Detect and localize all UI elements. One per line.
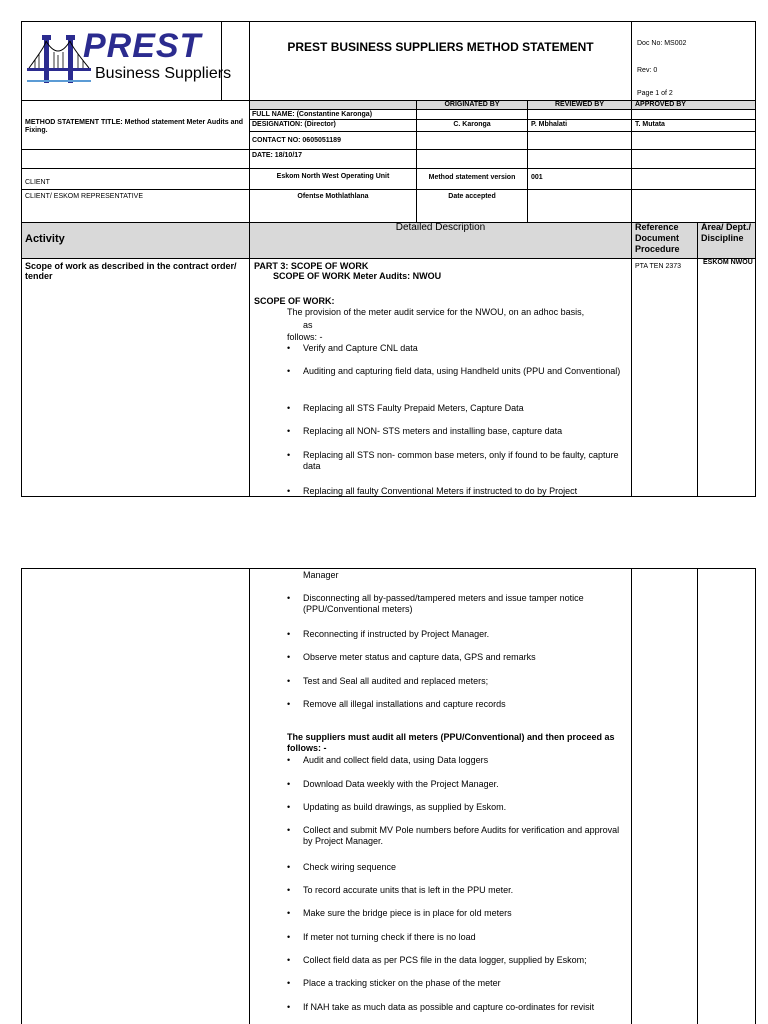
client-label: CLIENT bbox=[25, 179, 50, 186]
document-title: PREST BUSINESS SUPPLIERS METHOD STATEMENT bbox=[287, 40, 594, 54]
bullet-text: Audit and collect field data, using Data loggers bbox=[303, 755, 489, 765]
document-page-1 bbox=[21, 21, 756, 497]
bullet-dot-icon: • bbox=[287, 802, 291, 812]
bullet-item bbox=[287, 426, 621, 437]
bullet-text: Remove all illegal installations and capture records bbox=[303, 699, 506, 709]
bullet-text: Updating as build drawings, as supplied by Eskom. bbox=[303, 802, 507, 812]
reference-header: Reference Document Procedure bbox=[635, 222, 680, 254]
bullet-text: Collect and submit MV Pole numbers before Audits for verification and approval by Project Manager. bbox=[303, 825, 620, 846]
bullet-text: Make sure the bridge piece is in place for old meters bbox=[303, 908, 512, 918]
originated-by-label: ORIGINATED BY bbox=[444, 101, 500, 108]
continuation-text: Manager bbox=[303, 570, 339, 580]
document-page-2 bbox=[21, 568, 756, 1024]
approved-by-value: T. Mutata bbox=[635, 121, 665, 128]
bullet-text: Reconnecting if instructed by Project Manager. bbox=[303, 629, 490, 639]
intro-line-3: follows: - bbox=[287, 332, 323, 342]
bridge-icon bbox=[27, 35, 91, 87]
part-subtitle: SCOPE OF WORK Meter Audits: NWOU bbox=[273, 271, 442, 281]
proceed-instruction: The suppliers must audit all meters (PPU/Conventional) and then proceed as follows: - bbox=[287, 732, 615, 753]
bullet-dot-icon: • bbox=[287, 652, 291, 662]
bullet-item bbox=[287, 978, 621, 989]
bullet-item bbox=[287, 779, 621, 790]
date-accepted-label: Date accepted bbox=[448, 193, 496, 200]
logo-wordmark: PREST bbox=[83, 27, 202, 65]
bullet-item bbox=[287, 366, 621, 377]
bullet-dot-icon: • bbox=[287, 862, 291, 872]
bullet-dot-icon: • bbox=[287, 825, 291, 835]
bullet-text: Disconnecting all by-passed/tampered meters and issue tamper notice (PPU/Conventional meters) bbox=[303, 593, 584, 614]
bullet-item bbox=[287, 652, 621, 663]
bullet-item bbox=[287, 403, 621, 414]
full-name: FULL NAME: (Constantine Karonga) bbox=[252, 111, 373, 118]
bullet-item bbox=[287, 862, 621, 873]
bullet-dot-icon: • bbox=[287, 779, 291, 789]
bullet-text: Collect field data as per PCS file in the data logger, supplied by Eskom; bbox=[303, 955, 587, 965]
bullet-text: Download Data weekly with the Project Manager. bbox=[303, 779, 499, 789]
approved-by-label: APPROVED BY bbox=[635, 101, 686, 108]
bullet-item bbox=[287, 676, 621, 687]
part-title: PART 3: SCOPE OF WORK bbox=[254, 261, 369, 271]
bullet-text: Place a tracking sticker on the phase of the meter bbox=[303, 978, 501, 988]
scope-heading: SCOPE OF WORK: bbox=[254, 296, 335, 306]
bullet-text: Check wiring sequence bbox=[303, 862, 397, 872]
bullet-dot-icon: • bbox=[287, 699, 291, 709]
activity-header: Activity bbox=[25, 233, 65, 245]
activity-cell: Scope of work as described in the contract order/ tender bbox=[25, 261, 237, 281]
area-header: Area/ Dept./ Discipline bbox=[701, 222, 752, 243]
bullet-dot-icon: • bbox=[287, 426, 291, 436]
page-number: Page 1 of 2 bbox=[637, 90, 673, 97]
client-representative-label: CLIENT/ ESKOM REPRESENTATIVE bbox=[25, 193, 143, 200]
bullet-text: Verify and Capture CNL data bbox=[303, 343, 418, 353]
bullet-text: Replacing all faulty Conventional Meters if instructed to do by Project bbox=[303, 486, 578, 496]
designation: DESIGNATION: (Director) bbox=[252, 121, 336, 128]
doc-number: Doc No: MS002 bbox=[637, 40, 687, 47]
reviewed-by-value: P. Mbhalati bbox=[531, 121, 568, 128]
bullet-item bbox=[287, 450, 621, 472]
contact-number: CONTACT NO: 0605051189 bbox=[252, 137, 341, 144]
bullet-text: If meter not turning check if there is no load bbox=[303, 932, 476, 942]
bullet-dot-icon: • bbox=[287, 885, 291, 895]
bullet-text: Replacing all NON- STS meters and installing base, capture data bbox=[303, 426, 563, 436]
client-representative-value: Ofentse Mothlathlana bbox=[297, 193, 369, 200]
client-value: Eskom North West Operating Unit bbox=[276, 173, 390, 180]
intro-line-1: The provision of the meter audit service for the NWOU, on an adhoc basis, bbox=[287, 307, 585, 317]
bullet-item bbox=[287, 885, 621, 896]
reference-cell: PTA TEN 2373 bbox=[635, 263, 682, 270]
method-statement-version-value: 001 bbox=[531, 174, 543, 181]
revision: Rev: 0 bbox=[637, 67, 658, 74]
bullet-dot-icon: • bbox=[287, 629, 291, 639]
bullet-item bbox=[287, 629, 621, 640]
bullet-dot-icon: • bbox=[287, 1002, 291, 1012]
logo-tagline: Business Suppliers bbox=[95, 65, 232, 82]
bullet-dot-icon: • bbox=[287, 593, 291, 603]
bullet-text: Replacing all STS Faulty Prepaid Meters, Capture Data bbox=[303, 403, 524, 413]
reviewed-by-label: REVIEWED BY bbox=[554, 101, 604, 108]
bullet-text: To record accurate units that is left in the PPU meter. bbox=[303, 885, 514, 895]
bullet-item bbox=[287, 343, 621, 354]
bullet-item bbox=[287, 825, 621, 847]
area-cell: ESKOM NWOU bbox=[703, 259, 753, 266]
originated-by-value: C. Karonga bbox=[453, 121, 491, 128]
bullet-dot-icon: • bbox=[287, 403, 291, 413]
bullet-text: Test and Seal all audited and replaced meters; bbox=[303, 676, 489, 686]
bullet-item bbox=[287, 955, 621, 966]
bullet-dot-icon: • bbox=[287, 676, 291, 686]
company-logo bbox=[27, 27, 232, 95]
method-statement-version-label: Method statement version bbox=[428, 174, 516, 181]
bullet-dot-icon: • bbox=[287, 932, 291, 942]
bullet-text: Observe meter status and capture data, GPS and remarks bbox=[303, 652, 536, 662]
bullet-dot-icon: • bbox=[287, 755, 291, 765]
bullet-item bbox=[287, 593, 621, 615]
bullet-text: If NAH take as much data as possible and capture co-ordinates for revisit bbox=[303, 1002, 595, 1012]
bullet-item bbox=[287, 699, 621, 710]
method-statement-title: METHOD STATEMENT TITLE: Method statement Meter Audits and Fixing. bbox=[25, 119, 244, 134]
bullet-item bbox=[287, 1002, 621, 1013]
bullet-dot-icon: • bbox=[287, 978, 291, 988]
bullet-item bbox=[287, 486, 621, 497]
bullet-dot-icon: • bbox=[287, 366, 291, 376]
bullet-item bbox=[287, 802, 621, 813]
bullet-dot-icon: • bbox=[287, 343, 291, 353]
detailed-description-header: Detailed Description bbox=[395, 222, 486, 233]
bullet-dot-icon: • bbox=[287, 955, 291, 965]
bullet-dot-icon: • bbox=[287, 450, 291, 460]
bullet-item bbox=[287, 908, 621, 919]
bullet-item bbox=[287, 932, 621, 943]
bullet-dot-icon: • bbox=[287, 486, 291, 496]
bullet-text: Replacing all STS non- common base meters, only if found to be faulty, capture data bbox=[303, 450, 619, 471]
bullet-text: Auditing and capturing field data, using Handheld units (PPU and Conventional) bbox=[303, 366, 621, 376]
bullet-dot-icon: • bbox=[287, 908, 291, 918]
bullet-item bbox=[287, 755, 621, 766]
intro-line-2: as bbox=[303, 320, 313, 330]
date: DATE: 18/10/17 bbox=[252, 152, 303, 159]
